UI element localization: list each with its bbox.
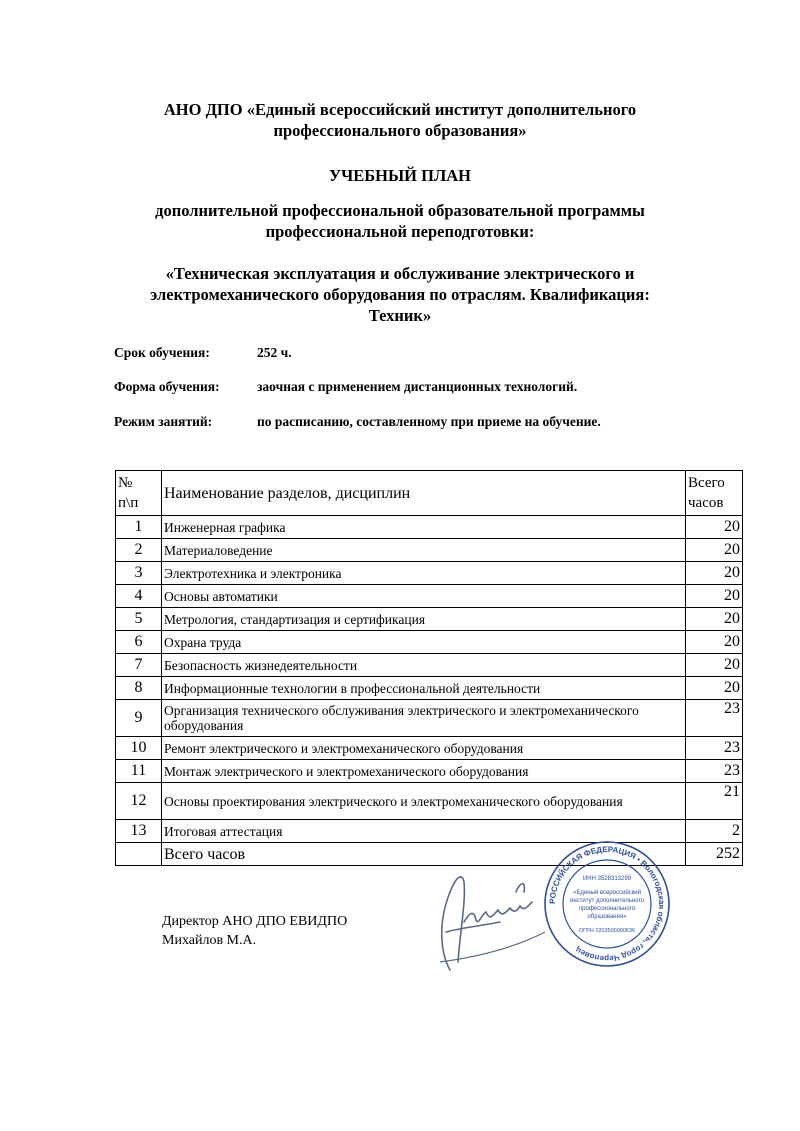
row-number: 1 [116, 516, 162, 539]
table-row [116, 516, 743, 539]
header-hours-line-2: часов [688, 495, 724, 511]
discipline-hours: 20 [686, 585, 743, 608]
table-row [116, 700, 743, 737]
stamp-inn: ИНН 3528313299 [582, 876, 632, 882]
form-label: Форма обучения: [114, 379, 220, 394]
header-name-cell: Наименование разделов, дисциплин [162, 471, 686, 516]
table-row [116, 783, 743, 820]
discipline-name: Метрология, стандартизация и сертификация [162, 608, 686, 631]
table-row [116, 737, 743, 760]
org-line-1: АНО ДПО «Единый всероссийский институт дополнительного [163, 100, 637, 119]
table-row [116, 760, 743, 783]
discipline-hours: 20 [686, 516, 743, 539]
table-row [116, 677, 743, 700]
discipline-name: Электротехника и электроника [162, 562, 686, 585]
discipline-name: Информационные технологии в профессиональной деятельности [162, 677, 686, 700]
discipline-name: Основы автоматики [162, 585, 686, 608]
row-number: 7 [116, 654, 162, 677]
discipline-hours: 23 [686, 737, 743, 760]
table-header-row [116, 471, 743, 516]
row-number: 2 [116, 539, 162, 562]
total-label: Всего часов [162, 843, 686, 866]
table-row [116, 631, 743, 654]
handwritten-signature [420, 862, 550, 972]
table-row [116, 585, 743, 608]
discipline-name: Организация технического обслуживания электрического и электромеханического оборудования [162, 700, 686, 737]
discipline-name: Материаловедение [162, 539, 686, 562]
header-num-line-2: п\п [118, 495, 139, 511]
discipline-hours: 23 [686, 760, 743, 783]
row-number: 3 [116, 562, 162, 585]
director-title: Директор АНО ДПО ЕВИДПО [162, 914, 348, 929]
stamp-ogrn: ОГРН 1203500000636 [578, 928, 636, 934]
discipline-hours: 21 [686, 783, 743, 820]
table-row [116, 654, 743, 677]
document-title: УЧЕБНЫЙ ПЛАН [328, 166, 471, 185]
mode-row [114, 414, 601, 430]
organization-name [0, 99, 800, 141]
discipline-name: Инженерная графика [162, 516, 686, 539]
official-stamp [543, 840, 671, 968]
program-line-1: дополнительной профессиональной образовательной программы [155, 201, 645, 220]
duration-label: Срок обучения: [114, 345, 210, 360]
discipline-name: Охрана труда [162, 631, 686, 654]
director-name: Михайлов М.А. [162, 933, 257, 948]
form-value: заочная с применением дистанционных технологий. [257, 379, 578, 394]
director-signature-block [162, 912, 347, 950]
header-num-cell [116, 471, 162, 516]
header-hours-cell [686, 471, 743, 516]
stamp-outer-text: РОССИЙСКАЯ ФЕДЕРАЦИЯ • Вологодская область, город Череповец [547, 844, 667, 964]
course-line-1: «Техническая эксплуатация и обслуживание электрического и [165, 264, 635, 283]
discipline-hours: 20 [686, 654, 743, 677]
program-description [0, 200, 800, 242]
course-line-3: Техник» [368, 306, 432, 325]
discipline-hours: 20 [686, 677, 743, 700]
form-row [114, 379, 578, 395]
header-num-line-1: № [118, 475, 133, 491]
program-line-2: профессиональной переподготовки: [265, 222, 535, 241]
course-line-2: электромеханического оборудования по отраслям. Квалификация: [150, 285, 650, 304]
stamp-inner-3: профессионального [578, 906, 636, 912]
row-number: 8 [116, 677, 162, 700]
header-hours-line-1: Всего [688, 475, 725, 491]
discipline-hours: 20 [686, 562, 743, 585]
discipline-hours: 20 [686, 539, 743, 562]
row-number: 13 [116, 820, 162, 843]
row-number: 12 [116, 783, 162, 820]
stamp-inner-2: институт дополнительного [570, 898, 644, 904]
table-row [116, 539, 743, 562]
discipline-name: Безопасность жизнедеятельности [162, 654, 686, 677]
total-empty-cell [116, 843, 162, 866]
mode-value: по расписанию, составленному при приеме на обучение. [257, 414, 601, 429]
discipline-hours: 20 [686, 631, 743, 654]
mode-label: Режим занятий: [114, 414, 213, 429]
discipline-hours: 2 [686, 820, 743, 843]
discipline-hours: 20 [686, 608, 743, 631]
discipline-name: Основы проектирования электрического и электромеханического оборудования [162, 783, 686, 820]
total-value: 252 [686, 843, 743, 866]
curriculum-table [115, 470, 743, 866]
duration-value: 252 ч. [257, 345, 292, 360]
course-title [0, 263, 800, 326]
stamp-inner-4: образования» [587, 914, 627, 920]
discipline-name: Итоговая аттестация [162, 820, 686, 843]
stamp-inner-1: «Единый всероссийский [573, 890, 641, 896]
org-line-2: профессионального образования» [273, 121, 527, 140]
row-number: 4 [116, 585, 162, 608]
discipline-name: Ремонт электрического и электромеханического оборудования [162, 737, 686, 760]
row-number: 10 [116, 737, 162, 760]
row-number: 9 [116, 700, 162, 737]
table-row [116, 608, 743, 631]
discipline-hours: 23 [686, 700, 743, 737]
duration-row [114, 345, 292, 361]
row-number: 6 [116, 631, 162, 654]
row-number: 11 [116, 760, 162, 783]
table-row [116, 562, 743, 585]
discipline-name: Монтаж электрического и электромеханического оборудования [162, 760, 686, 783]
row-number: 5 [116, 608, 162, 631]
